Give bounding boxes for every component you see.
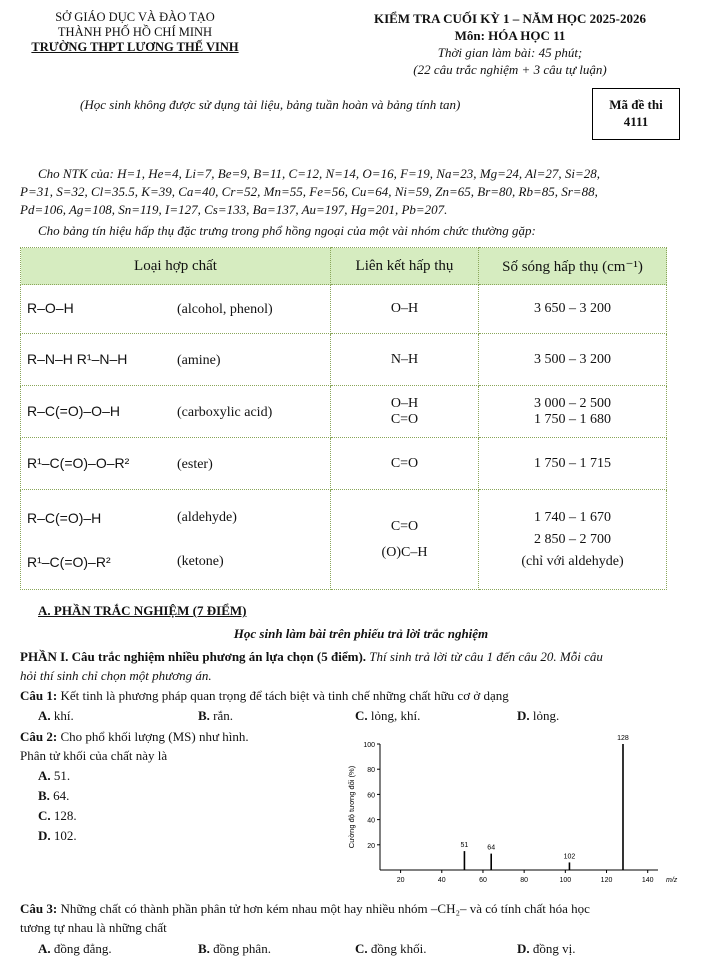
- x-tick-label: 80: [520, 877, 529, 884]
- y-tick-label: 40: [367, 817, 375, 825]
- range-cell: 3 000 – 2 500 1 750 – 1 680: [479, 386, 667, 438]
- q1-option-b[interactable]: B. rắn.: [198, 708, 234, 723]
- table-row: [21, 438, 667, 490]
- x-tick-label: 120: [600, 877, 613, 884]
- question-label: Câu 1:: [20, 688, 58, 703]
- question-label: Câu 2:: [20, 729, 58, 744]
- part1-desc: Thí sinh trả lời từ câu 1 đến câu 20. Mỗi câu: [366, 649, 603, 664]
- q3-option-c[interactable]: C. đồng khối.: [355, 941, 427, 956]
- structure-formula: R¹–C(=O)–O–R²: [27, 454, 130, 471]
- x-tick-label: 100: [559, 877, 572, 884]
- structure-formula: R–N–H R¹–N–H: [27, 350, 128, 367]
- question-3: [20, 900, 710, 917]
- x-tick-label: 40: [437, 877, 446, 884]
- structure-formula: R–O–H: [27, 300, 74, 316]
- compound-type: (amine): [177, 352, 221, 368]
- question-text: Những chất có thành phần phân tử hơn kém nhau một hay nhiều nhóm –CH₂– và có tính chất hóa học: [57, 901, 590, 916]
- compound-type: (carboxylic acid): [177, 404, 273, 420]
- col-compound-type: Loại hợp chất: [21, 248, 331, 285]
- bond-cell: C=O: [331, 438, 479, 490]
- bond-cell: O–H: [331, 285, 479, 334]
- range-cell: 3 650 – 3 200: [479, 285, 667, 334]
- x-tick-label: 140: [641, 877, 654, 884]
- section-a-instruction: Học sinh làm bài trên phiếu trả lời trắc nghiệm: [233, 626, 489, 641]
- mass-spectrum-chart: [340, 734, 680, 894]
- q2-option-c[interactable]: C. 128.: [38, 808, 77, 823]
- bond-cell: C=O (O)C–H: [331, 490, 479, 590]
- question-2-text2: Phân tử khối của chất này là: [20, 748, 168, 763]
- x-axis-label: m/z: [666, 877, 678, 884]
- peak-label: 102: [563, 853, 576, 861]
- section-a-title: A. PHẦN TRẮC NGHIỆM (7 ĐIỂM): [38, 603, 247, 618]
- table-header-row: [21, 248, 667, 285]
- bond-cell: O–H C=O: [331, 386, 479, 438]
- bond-cell: N–H: [331, 334, 479, 386]
- school-name: TRƯỜNG THPT LƯƠNG THẾ VINH: [31, 40, 239, 54]
- range-cell: 1 750 – 1 715: [479, 438, 667, 490]
- y-axis-label: Cường độ tương đối (%): [347, 765, 356, 849]
- exam-code-value: 4111: [623, 114, 649, 129]
- compound-type: (ketone): [177, 553, 224, 569]
- ntk-line-3: Pd=106, Ag=108, Sn=119, I=127, Cs=133, Ba=137, Au=197, Hg=201, Pb=207.: [20, 202, 448, 217]
- range-cell: 1 740 – 1 670 2 850 – 2 700 (chỉ với aldehyde): [479, 490, 667, 590]
- y-tick-label: 100: [363, 742, 375, 749]
- ir-table-intro: Cho bảng tín hiệu hấp thụ đặc trưng trong phổ hồng ngoại của một vài nhóm chức thường gặp:: [38, 223, 536, 238]
- exam-note: (Học sinh không được sử dụng tài liệu, bảng tuần hoàn và bảng tính tan): [80, 97, 461, 112]
- part1-title: PHẦN I. Câu trắc nghiệm nhiều phương án lựa chọn (5 điểm).: [20, 649, 367, 664]
- y-tick-label: 20: [367, 842, 375, 850]
- question-label: Câu 3:: [20, 901, 58, 916]
- ntk-line-2: P=31, S=32, Cl=35.5, K=39, Ca=40, Cr=52, Mn=55, Fe=56, Cu=64, Ni=59, Zn=65, Br=80, Rb=85, Sr=88,: [20, 184, 598, 199]
- q2-option-a[interactable]: A. 51.: [38, 768, 71, 783]
- y-tick-label: 80: [367, 767, 375, 775]
- structure-formula: R–C(=O)–O–H: [27, 402, 120, 419]
- part1-heading: [20, 648, 710, 665]
- exam-duration: Thời gian làm bài: 45 phút;: [437, 45, 583, 60]
- table-row: [21, 386, 667, 438]
- structure-formula: R¹–C(=O)–R²: [27, 553, 111, 570]
- range-cell: 3 500 – 3 200: [479, 334, 667, 386]
- col-bond: Liên kết hấp thụ: [331, 248, 479, 285]
- ir-absorption-table: [20, 247, 667, 590]
- ntk-line-1: Cho NTK của: H=1, He=4, Li=7, Be=9, B=11, C=12, N=14, O=16, F=19, Na=23, Mg=24, Al=27, Si=28,: [38, 166, 601, 181]
- exam-code-label: Mã đề thi: [609, 97, 663, 112]
- x-tick-label: 20: [396, 877, 405, 884]
- compound-type: (alcohol, phenol): [177, 302, 273, 317]
- exam-title: KIỂM TRA CUỐI KỲ 1 – NĂM HỌC 2025-2026: [373, 11, 647, 26]
- school-header: [20, 10, 250, 55]
- table-row: [21, 334, 667, 386]
- table-row: [21, 490, 667, 590]
- peak-label: 51: [460, 842, 469, 850]
- q3-option-b[interactable]: B. đồng phân.: [198, 941, 271, 956]
- x-tick-label: 60: [479, 877, 487, 884]
- compound-type: (ester): [177, 456, 213, 472]
- question-text: Cho phổ khối lượng (MS) như hình.: [57, 729, 249, 744]
- q1-option-a[interactable]: A. khí.: [38, 708, 74, 723]
- exam-subject: Môn: HÓA HỌC 11: [454, 28, 566, 43]
- table-row: [21, 285, 667, 334]
- col-wavenumber: Số sóng hấp thụ (cm⁻¹): [479, 248, 667, 285]
- dept-line: SỞ GIÁO DỤC VÀ ĐÀO TẠO: [55, 10, 215, 24]
- q1-option-d[interactable]: D. lỏng.: [517, 708, 560, 723]
- peak-label: 128: [617, 735, 629, 742]
- structure-formula: R–C(=O)–H: [27, 509, 102, 526]
- q3-option-d[interactable]: D. đồng vị.: [517, 941, 576, 956]
- question-3-text2: tương tự nhau là những chất: [20, 920, 167, 935]
- q2-option-b[interactable]: B. 64.: [38, 788, 70, 803]
- question-text: Kết tinh là phương pháp quan trọng để tách biệt và tinh chế những chất hữu cơ ở dạng: [57, 688, 509, 703]
- exam-code-box: [592, 88, 680, 140]
- q1-option-c[interactable]: C. lỏng, khí.: [355, 708, 421, 723]
- q2-option-d[interactable]: D. 102.: [38, 828, 77, 843]
- part1-desc-2: hỏi thí sinh chỉ chọn một phương án.: [20, 668, 212, 683]
- compound-type: (aldehyde): [177, 509, 237, 525]
- peak-label: 64: [487, 844, 496, 852]
- y-tick-label: 60: [367, 792, 375, 800]
- question-2: [20, 728, 249, 745]
- exam-structure: (22 câu trắc nghiệm + 3 câu tự luận): [413, 62, 607, 77]
- city-line: THÀNH PHỐ HỒ CHÍ MINH: [57, 25, 213, 39]
- q3-option-a[interactable]: A. đồng đẳng.: [38, 941, 112, 956]
- exam-header: [320, 10, 700, 78]
- question-1: [20, 687, 710, 704]
